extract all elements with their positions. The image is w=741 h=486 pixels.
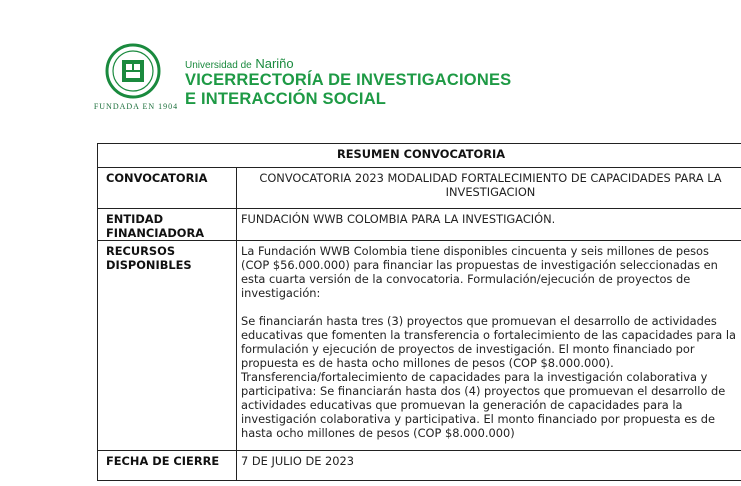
row-label-convocatoria: CONVOCATORIA bbox=[98, 168, 237, 209]
row-label-recursos: RECURSOS DISPONIBLES bbox=[98, 241, 237, 451]
university-prefix: Universidad de bbox=[185, 60, 252, 71]
table-row bbox=[98, 209, 741, 241]
row-label-fecha-cierre: FECHA DE CIERRE bbox=[98, 451, 237, 481]
university-name bbox=[185, 56, 294, 71]
row-value-fecha-cierre: 7 DE JULIO DE 2023 bbox=[237, 451, 741, 481]
university-seal-logo bbox=[98, 43, 168, 99]
table-row bbox=[98, 451, 741, 481]
university-name-bold: Nariño bbox=[255, 56, 294, 71]
vicerrectoria-title-line1: VICERRECTORÍA DE INVESTIGACIONES bbox=[185, 71, 512, 89]
table-title: RESUMEN CONVOCATORIA bbox=[98, 144, 741, 168]
summary-table bbox=[97, 143, 741, 481]
table-row bbox=[98, 241, 741, 451]
row-value-recursos bbox=[237, 241, 741, 451]
row-value-convocatoria: CONVOCATORIA 2023 MODALIDAD FORTALECIMIENTO DE CAPACIDADES PARA LA INVESTIGACION bbox=[237, 168, 741, 209]
table-title-row bbox=[98, 144, 741, 168]
row-value-entidad: FUNDACIÓN WWB COLOMBIA PARA LA INVESTIGACIÓN. bbox=[237, 209, 741, 241]
table-row bbox=[98, 168, 741, 209]
row-label-entidad: ENTIDAD FINANCIADORA bbox=[98, 209, 237, 241]
recursos-paragraph-1: La Fundación WWB Colombia tiene disponibles cincuenta y seis millones de pesos (COP $56.000.000) para financiar las propuestas de investigación seleccionadas en esta cuarta versión de la convocatoria. Formulación/ejecución de proyectos de investigación: bbox=[241, 244, 718, 300]
founded-text: FUNDADA EN 1904 bbox=[93, 102, 179, 111]
vicerrectoria-title-line2: E INTERACCIÓN SOCIAL bbox=[185, 90, 387, 108]
recursos-paragraph-2: Se financiarán hasta tres (3) proyectos que promuevan el desarrollo de actividades educativas que fomenten la transferencia o fortalecimiento de las capacidades para la formulación y ejecución de proyectos de investigación. El monto financiado por propuesta es de hasta ocho millones de pesos (COP $8.000.000). Transferencia/fortalecimiento de capacidades para la investigación colaborativa y participativa: Se financiarán hasta dos (4) proyectos que promuevan el desarrollo de actividades educativas que promuevan la generación de capacidades para la investigación colaborativa y participativa. El monto financiado por propuesta es de hasta ocho millones de pesos (COP $8.000.000) bbox=[241, 314, 736, 440]
document-header bbox=[0, 0, 741, 140]
